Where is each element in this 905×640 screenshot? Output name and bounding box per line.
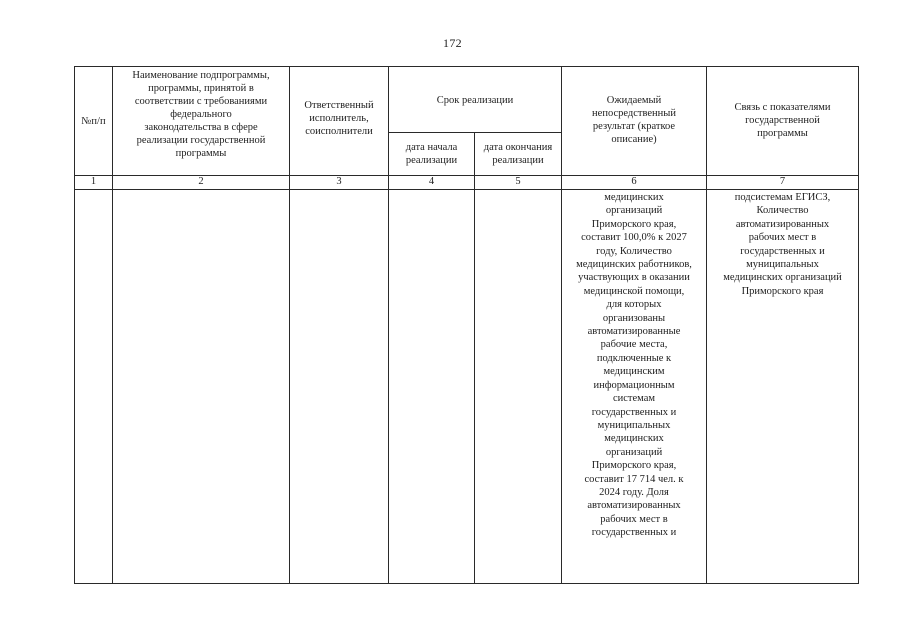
- column-number: 7: [779, 176, 786, 187]
- table-row-divider: [75, 189, 858, 190]
- header-end-date: дата окончания реализации: [483, 142, 553, 166]
- header-start-date: дата начала реализации: [405, 142, 458, 166]
- column-number: 1: [90, 176, 97, 187]
- header-subprogram-name: Наименование подпрограммы, программы, принятой в соответствии с требованиями федерального законодательства в сфере реализации государственной программы: [132, 70, 270, 159]
- table-column-divider: [474, 132, 475, 583]
- table-row-divider: [388, 132, 561, 133]
- header-indicator-link: Связь с показателями государственной программы: [734, 102, 831, 139]
- table-column-divider: [289, 67, 290, 583]
- page-number: 172: [443, 36, 462, 50]
- header-implementation-period: Срок реализации: [436, 95, 514, 106]
- column-number: 5: [515, 176, 521, 187]
- column-number: 6: [631, 176, 637, 187]
- column-number: 3: [336, 176, 342, 187]
- column-number: 2: [198, 176, 204, 187]
- cell-expected-result: медицинских организаций Приморского края, составит 100,0% к 2027 году, Количество медицинских работников, участвующих в оказании медицинской помощи, для которых организованы автоматизированные рабочие места, подключенные к медицинским информационным системам государственных и муниципальных медицинских организаций Приморского края, составит 17 714 чел. к 2024 году. Доля автоматизированных рабочих мест в государственных и: [576, 192, 692, 539]
- header-row-number: №п/п: [81, 116, 106, 127]
- header-responsible-executor: Ответственный исполнитель, соисполнители: [304, 100, 374, 137]
- program-table: [74, 66, 859, 584]
- cell-indicator-link: подсистемам ЕГИСЗ, Количество автоматизированных рабочих мест в государственных и муниципальных медицинских организаций Приморского края: [723, 192, 842, 297]
- column-number: 4: [428, 176, 435, 187]
- header-expected-result: Ожидаемый непосредственный результат (краткое описание): [592, 95, 676, 145]
- table-column-divider: [706, 67, 707, 583]
